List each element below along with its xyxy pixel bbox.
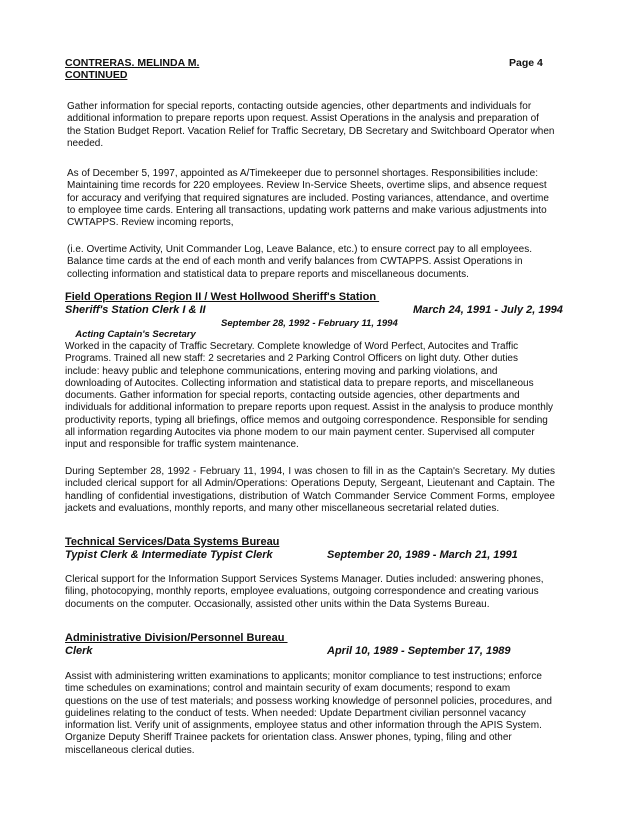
intro-paragraph-1: Gather information for special reports, contacting outside agencies, other departments and individuals for additional information to prepare reports upon request. Assist Operations in the analysis and preparation of the Station Budget Report. Vacation Relief for Traffic Secretary, DB Secretary and Switchboard Operator when needed. — [67, 101, 555, 149]
job-dates: April 10, 1989 - September 17, 1989 — [327, 645, 511, 657]
section-3-paragraph-1: Assist with administering written examinations to applicants; monitor compliance to test instructions; enforce time schedules on examinations; control and maintain security of exam documents; respond to exam questions on the use of test materials; and possess working knowledge of personnel policies, procedures, and guidelines relating to the conduct of tests. When needed: Update Department civilian personnel vacancy information list. Verify unit of assignments, employee status and other information through the APIS System. Organize Deputy Sheriff Trainee packets for orientation class. Answer phones, typing, filing and other miscellaneous clerical duties. — [65, 671, 552, 756]
sub-role-dates: September 28, 1992 - February 11, 1994 — [221, 318, 398, 329]
job-title: Typist Clerk & Intermediate Typist Clerk — [65, 549, 273, 561]
sub-role-title: Acting Captain's Secretary — [75, 329, 196, 340]
section-title-administrative-division: Administrative Division/Personnel Bureau — [65, 632, 288, 644]
job-title: Sheriff's Station Clerk I & II — [65, 304, 206, 316]
page-number: Page 4 — [509, 57, 543, 69]
job-title: Clerk — [65, 645, 93, 657]
section-title-technical-services: Technical Services/Data Systems Bureau — [65, 536, 280, 548]
intro-paragraph-2: As of December 5, 1997, appointed as A/Timekeeper due to personnel shortages. Responsibilities include: Maintaining time records for 220 employees. Review In-Service Sheets, overtime slips, and absence request for accuracy and verifying that required signatures are included. Posting variances, attendance, and overtime to employee time cards. Entering all transactions, updating work patterns and make various adjustments into CWTAPPS. Review incoming reports, — [67, 168, 549, 229]
job-dates: March 24, 1991 - July 2, 1994 — [413, 304, 563, 316]
header-name: CONTRERAS. MELINDA M. — [65, 57, 200, 69]
header-continued: CONTINUED — [65, 69, 128, 81]
section-2-paragraph-1: Clerical support for the Information Support Services Systems Manager. Duties included: answering phones, filing, photocopying, monthly reports, employee evaluations, outgoing correspondence and creating various documents on the computer. Occasionally, assisted other units within the Data Systems Bureau. — [65, 574, 544, 610]
job-row-clerk — [65, 645, 565, 659]
job-row-station-clerk — [65, 304, 565, 318]
job-dates: September 20, 1989 - March 21, 1991 — [327, 549, 518, 561]
section-1-paragraph-2: During September 28, 1992 - February 11, 1994, I was chosen to fill in as the Captain's Secretary. My duties included clerical support for all Admin/Operations: Operations Deputy, Sergeant, Lieutenant and Captain. The handling of confidential investigations, distribution of Watch Commander Service Comment Forms, employee jackets and evaluations, monthly reports, and many other miscellaneous secretarial related duties. — [65, 466, 555, 514]
section-1-paragraph-1: Worked in the capacity of Traffic Secretary. Complete knowledge of Word Perfect, Autocites and Traffic Programs. Trained all new staff: 2 secretaries and 2 Parking Control Officers on light duty. Other duties include: heavy public and telephone communications, entering moving and parking violations, and downloading of Autocites. Collecting information and statistical data to prepare reports, and miscellaneous documents. Gather information for special reports, contacting outside agencies, other departments and individuals for additional information to prepare reports upon request. Assist in the analysis to produce monthly productivity reports, typing all briefings, office memos and outgoing correspondence. Responsible for sending all information regarding Autocites via phone modem to our main payment center. Supervised all computer input and responsible for traffic system maintenance. — [65, 341, 554, 451]
job-row-typist-clerk — [65, 549, 565, 563]
section-title-field-operations: Field Operations Region II / West Hollwood Sheriff's Station — [65, 291, 380, 303]
intro-paragraph-3: (i.e. Overtime Activity, Unit Commander Log, Leave Balance, etc.) to ensure correct pay to all employees. Balance time cards at the end of each month and verify balances from CWTAPPS. Assist Operations in collecting information and statistical data to prepare reports and miscellaneous documents. — [67, 244, 533, 280]
